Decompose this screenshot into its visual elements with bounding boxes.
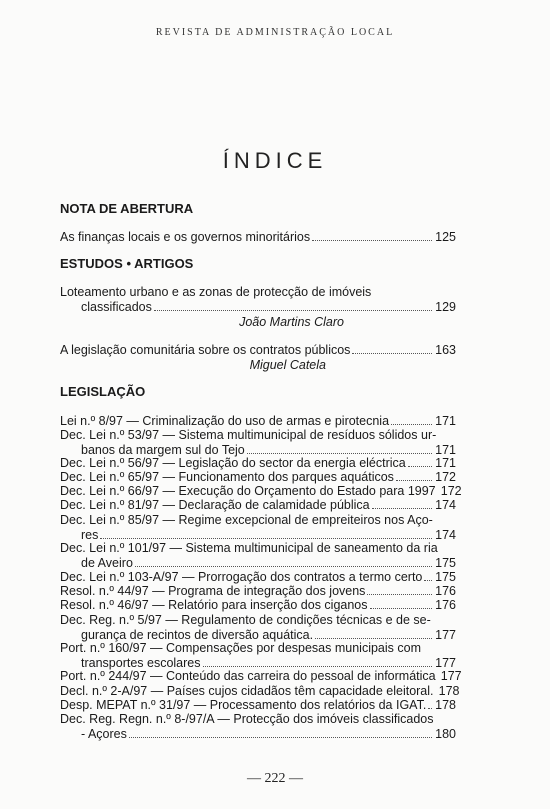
toc-entry bbox=[60, 641, 456, 671]
page-title: ÍNDICE bbox=[222, 148, 328, 173]
entry-page: 171 bbox=[435, 443, 456, 457]
toc-entry bbox=[60, 428, 456, 458]
entry-title: Loteamento urbano e as zonas de protecção de imóveis bbox=[60, 285, 372, 299]
entry-title-cont: banos da margem sul do Tejo bbox=[81, 443, 245, 457]
entry-page: 175 bbox=[435, 556, 456, 570]
entry-title-cont: - Açores bbox=[81, 727, 127, 741]
entry-title: Port. n.º 160/97 — Compensações por despesas municipais com bbox=[60, 641, 421, 655]
entry-page: 176 bbox=[435, 584, 456, 598]
toc-entry bbox=[60, 541, 456, 571]
toc-entry bbox=[60, 484, 462, 499]
toc-entry bbox=[60, 613, 456, 643]
entry-page: 176 bbox=[435, 598, 456, 612]
entry-title: Resol. n.º 44/97 — Programa de integração dos jovens bbox=[60, 584, 366, 598]
entry-page: 180 bbox=[435, 727, 456, 741]
entry-title: Dec. Lei n.º 56/97 — Legislação do sector da energia eléctrica bbox=[60, 456, 406, 470]
entry-title: Desp. MEPAT n.º 31/97 — Processamento dos relatórios da IGAT. bbox=[60, 698, 427, 712]
entry-page: 177 bbox=[435, 656, 456, 670]
toc-entry bbox=[60, 498, 456, 513]
entry-title: Resol. n.º 46/97 — Relatório para inserção dos ciganos bbox=[60, 598, 368, 612]
toc-entry bbox=[60, 414, 456, 429]
toc-entry bbox=[60, 598, 456, 613]
toc-entry bbox=[60, 230, 456, 245]
entry-title-cont: de Aveiro bbox=[81, 556, 133, 570]
entry-page: 178 bbox=[438, 684, 460, 698]
entry-title: Dec. Lei n.º 81/97 — Declaração de calamidade pública bbox=[60, 498, 370, 512]
entry-title: Dec. Lei n.º 101/97 — Sistema multimunicipal de saneamento da ria bbox=[60, 541, 438, 555]
entry-page: 163 bbox=[435, 343, 456, 357]
toc-entry bbox=[60, 470, 456, 485]
entry-title-cont: gurança de recintos de diversão aquática. bbox=[81, 628, 314, 642]
toc-entry bbox=[60, 684, 460, 699]
entry-title: Dec. Lei n.º 65/97 — Funcionamento dos parques aquáticos bbox=[60, 470, 394, 484]
entry-title: Decl. n.º 2-A/97 — Países cujos cidadãos têm capacidade eleitoral. bbox=[60, 684, 434, 698]
entry-page: 177 bbox=[435, 628, 456, 642]
section-estudos-artigos: ESTUDOS • ARTIGOS bbox=[60, 256, 194, 271]
toc-entry bbox=[60, 669, 462, 684]
entry-title: Dec. Reg. n.º 5/97 — Regulamento de condições técnicas e de se- bbox=[60, 613, 431, 627]
entry-page: 174 bbox=[435, 528, 456, 542]
entry-author: Miguel Catela bbox=[249, 358, 326, 372]
section-legislacao: LEGISLAÇÃO bbox=[60, 384, 146, 399]
entry-page: 177 bbox=[440, 669, 462, 683]
entry-page: 172 bbox=[435, 470, 456, 484]
toc-entry bbox=[60, 513, 456, 543]
entry-title: Dec. Reg. Regn. n.º 8-/97/A — Protecção dos imóveis classificados bbox=[60, 712, 434, 726]
entry-page: 175 bbox=[435, 570, 456, 584]
entry-author: João Martins Claro bbox=[239, 315, 344, 329]
running-head: REVISTA DE ADMINISTRAÇÃO LOCAL bbox=[155, 27, 395, 38]
entry-page: 174 bbox=[435, 498, 456, 512]
entry-page: 171 bbox=[435, 456, 456, 470]
toc-entry bbox=[60, 584, 456, 599]
entry-page: 125 bbox=[435, 230, 456, 244]
entry-page: 129 bbox=[435, 300, 456, 314]
entry-title: As finanças locais e os governos minoritários bbox=[60, 230, 311, 244]
entry-title-cont: transportes escolares bbox=[81, 656, 201, 670]
toc-entry bbox=[60, 343, 456, 373]
entry-title: A legislação comunitária sobre os contratos públicos bbox=[60, 343, 351, 357]
entry-title: Lei n.º 8/97 — Criminalização do uso de armas e pirotecnia bbox=[60, 414, 390, 428]
entry-page: 171 bbox=[435, 414, 456, 428]
toc-entry bbox=[60, 285, 456, 330]
entry-title: Dec. Lei n.º 66/97 — Execução do Orçamento do Estado para 1997 bbox=[60, 484, 436, 498]
section-nota-de-abertura: NOTA DE ABERTURA bbox=[60, 201, 194, 216]
entry-title: Dec. Lei n.º 103-A/97 — Prorrogação dos contratos a termo certo bbox=[60, 570, 423, 584]
entry-title: Dec. Lei n.º 53/97 — Sistema multimunicipal de resíduos sólidos ur- bbox=[60, 428, 437, 442]
toc-entry bbox=[60, 698, 456, 713]
page-number: — 222 — bbox=[247, 771, 303, 786]
toc-entry bbox=[60, 456, 456, 471]
entry-title: Dec. Lei n.º 85/97 — Regime excepcional de empreiteiros nos Aço- bbox=[60, 513, 433, 527]
entry-page: 178 bbox=[435, 698, 456, 712]
entry-page: 172 bbox=[440, 484, 462, 498]
entry-title: Port. n.º 244/97 — Conteúdo das carreira do pessoal de informática bbox=[60, 669, 436, 683]
toc-entry bbox=[60, 712, 456, 742]
entry-title-cont: classificados bbox=[81, 300, 152, 314]
entry-title-cont: res bbox=[81, 528, 99, 542]
toc-entry bbox=[60, 570, 456, 585]
